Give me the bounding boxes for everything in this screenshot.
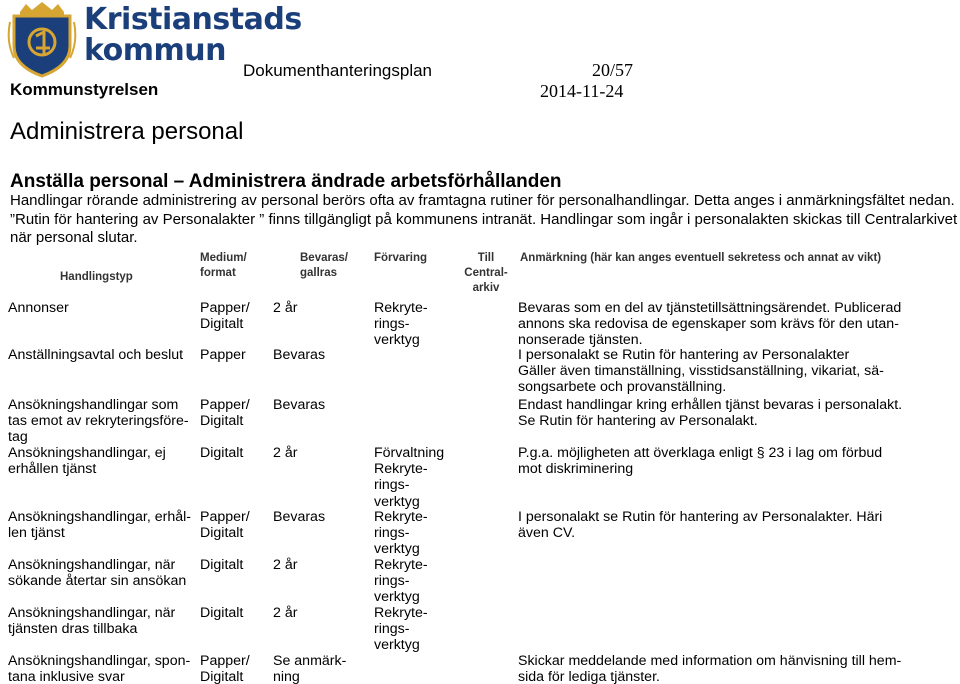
intro-line: Handlingar rörande administrering av personal berörs ofta av framtagna rutiner för personalhandlingar. Detta anges i anmärkningsfältet nedan. [10, 192, 955, 209]
col-header-remark: Anmärkning (här kan anges eventuell sekretess och annat av vikt) [520, 252, 882, 264]
row-spontana-keep: Se anmärk- ning [273, 653, 347, 684]
row-atertar-type: Ansökningshandlingar, när sökande återtar sin ansökan [8, 557, 187, 590]
row-avtal-type: Anställningsavtal och beslut [8, 347, 184, 363]
row-avtal-remark: I personalakt se Rutin för hantering av Personalakter Gäller även timanställning, visstidsanställning, vikariat, sä- songsarbete och provanställning. [518, 347, 884, 396]
row-avtal-medium: Papper [200, 347, 246, 363]
row-ej-erhallen-remark: P.g.a. möjligheten att överklaga enligt § 23 i lag om förbud mot diskriminering [518, 445, 883, 478]
document-title: Dokumenthanteringsplan [243, 61, 433, 80]
brand-line-2: kommun [84, 33, 226, 68]
row-atertar-keep: 2 år [273, 557, 298, 573]
row-dras-tillbaka-storage: Rekryte- rings- verktyg [374, 605, 428, 654]
page-title: Administrera personal [10, 118, 244, 145]
row-ej-erhallen-type: Ansökningshandlingar, ej erhållen tjänst [8, 445, 166, 478]
section-title: Anställa personal – Administrera ändrade arbetsförhållanden [10, 171, 562, 192]
row-annonser-remark: Bevaras som en del av tjänstetillsättningsärendet. Publicerad annons ska redovisa de egenskaper som krävs för den utan- nonserade tjänsten. [518, 300, 902, 349]
col-header-type: Handlingstyp [60, 271, 133, 283]
row-spontana-medium: Papper/ Digitalt [200, 653, 250, 684]
row-spontana-type: Ansökningshandlingar, spon- tana inklusive svar [8, 653, 191, 684]
row-dras-tillbaka-type: Ansökningshandlingar, när tjänsten dras tillbaka [8, 605, 176, 638]
col-header-storage: Förvaring [374, 252, 428, 264]
row-spontana-remark: Skickar meddelande med information om hänvisning till hem- sida för lediga tjänster. [518, 653, 902, 684]
brand-line-1: Kristianstads [84, 2, 302, 37]
row-rekryteringsforetag-keep: Bevaras [273, 397, 326, 413]
intro-text [10, 192, 960, 248]
brand-name [84, 4, 302, 66]
row-erhallen-storage: Rekryte- rings- verktyg [374, 509, 428, 558]
row-rekryteringsforetag-medium: Papper/ Digitalt [200, 397, 250, 430]
row-erhallen-medium: Papper/ Digitalt [200, 509, 250, 542]
row-erhallen-keep: Bevaras [273, 509, 326, 525]
intro-line: när personal slutar. [10, 229, 138, 247]
row-annonser-keep: 2 år [273, 300, 298, 316]
row-dras-tillbaka-keep: 2 år [273, 605, 298, 621]
row-atertar-storage: Rekryte- rings- verktyg [374, 557, 428, 606]
col-header-keep: Bevaras/ gallras [300, 252, 348, 279]
row-atertar-medium: Digitalt [200, 557, 244, 573]
row-ej-erhallen-storage: Förvaltning Rekryte- rings- verktyg [374, 445, 445, 510]
col-header-archive: Till Central- arkiv [464, 252, 508, 294]
document-date: 2014-11-24 [540, 81, 624, 101]
row-rekryteringsforetag-remark: Endast handlingar kring erhållen tjänst bevaras i personalakt. Se Rutin för hantering av Personalakt. [518, 397, 903, 430]
row-annonser-storage: Rekryte- rings- verktyg [374, 300, 428, 349]
row-ej-erhallen-keep: 2 år [273, 445, 298, 461]
col-header-medium: Medium/ format [200, 252, 247, 279]
intro-line: ”Rutin för hantering av Personalakter ” finns tillgängligt på kommunens intranät. Handlingar som ingår i personalakten skickas till Centralarkivet [10, 210, 958, 228]
row-erhallen-type: Ansökningshandlingar, erhål- len tjänst [8, 509, 191, 542]
row-rekryteringsforetag-type: Ansökningshandlingar som tas emot av rekryteringsföre- tag [8, 397, 189, 446]
row-annonser-type: Annonser [8, 300, 69, 316]
row-avtal-keep: Bevaras [273, 347, 326, 363]
department: Kommunstyrelsen [10, 80, 159, 99]
row-erhallen-remark: I personalakt se Rutin för hantering av Personalakter. Häri även CV. [518, 509, 883, 542]
coat-of-arms-logo [6, 2, 78, 78]
page-number: 20/57 [592, 60, 634, 80]
row-annonser-medium: Papper/ Digitalt [200, 300, 250, 333]
row-ej-erhallen-medium: Digitalt [200, 445, 244, 461]
row-dras-tillbaka-medium: Digitalt [200, 605, 244, 621]
